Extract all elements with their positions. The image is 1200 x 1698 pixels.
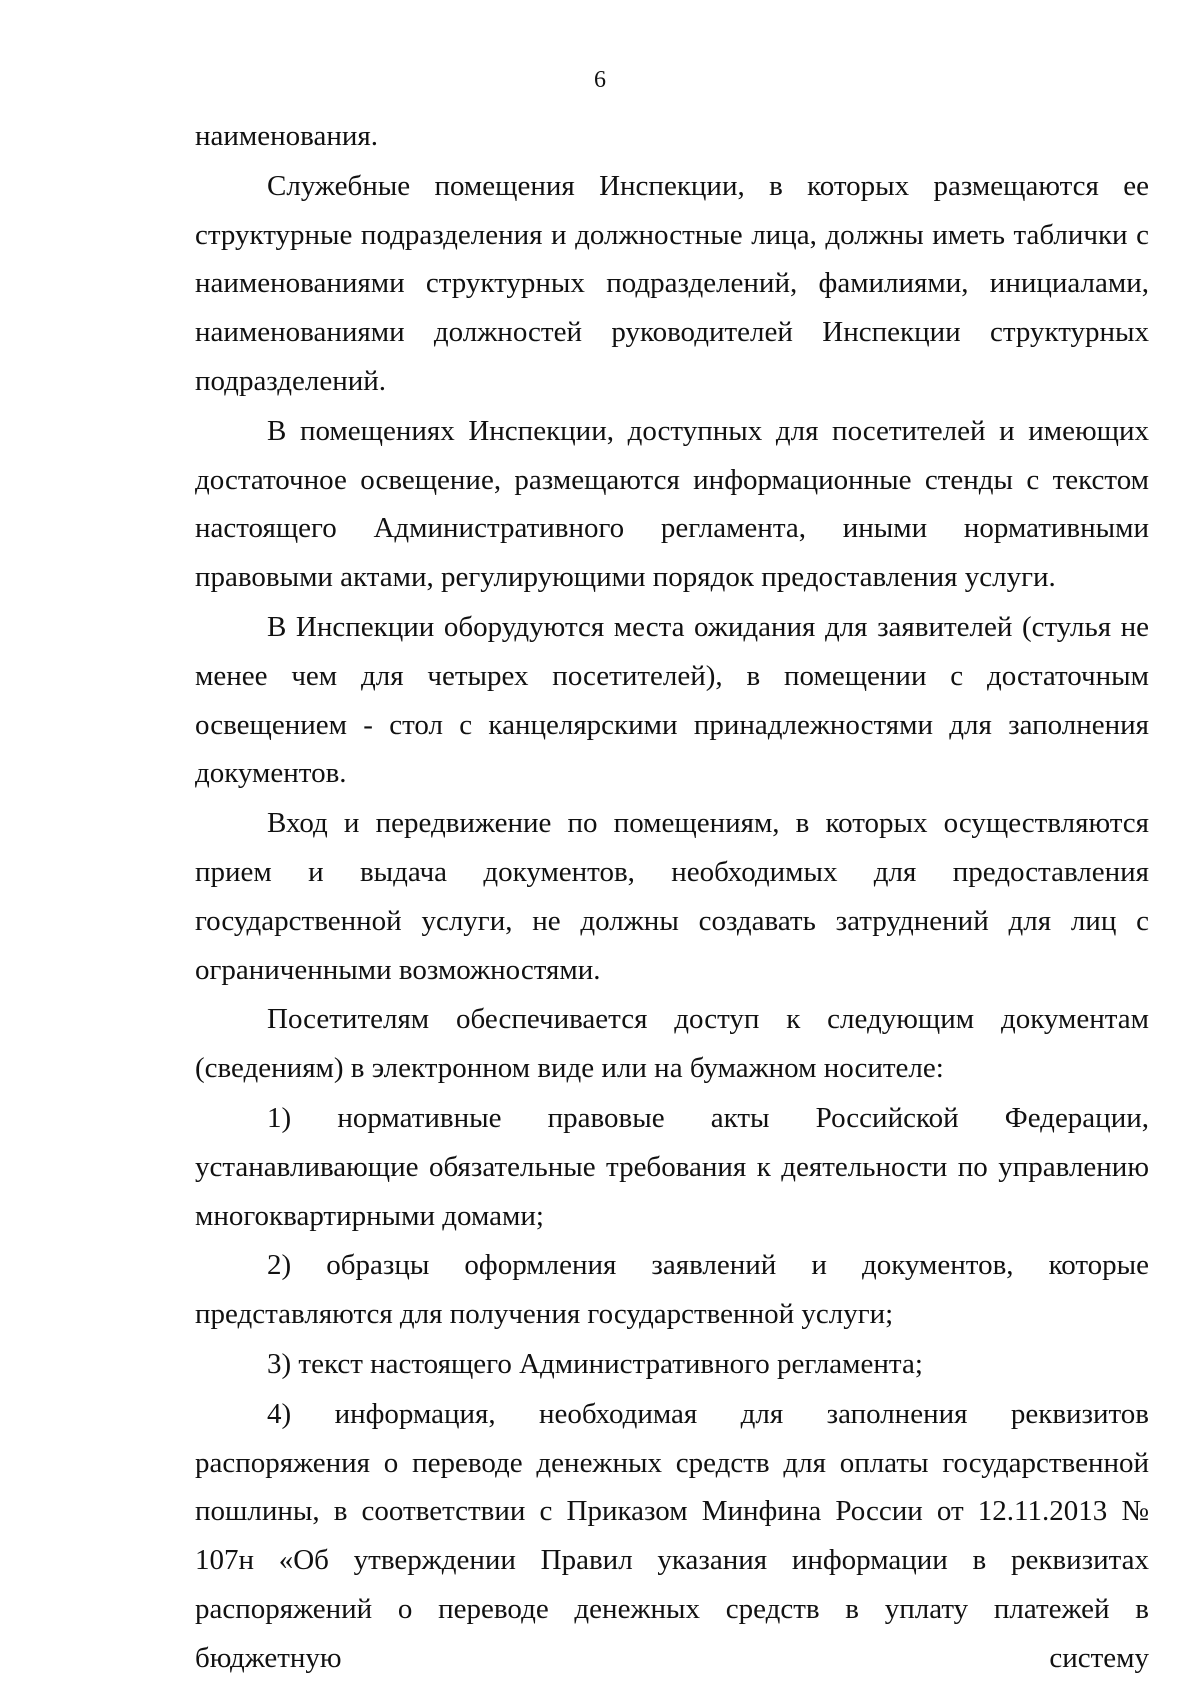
- list-item-4: 4) информация, необходимая для заполнения реквизитов распоряжения о переводе денежных средств для оплаты государственной пошлины, в соответствии с Приказом Минфина России от 12.11.2013 № 107н «Об утверждении Правил указания информации в реквизитах распоряжений о переводе денежных средств в уплату платежей в бюджетную систему: [195, 1397, 1149, 1674]
- list-item-2: 2) образцы оформления заявлений и документов, которые представляются для получения государственной услуги;: [195, 1249, 1149, 1331]
- paragraph-info-stands: В помещениях Инспекции, доступных для посетителей и имеющих достаточное освещение, размещаются информационные стенды с текстом настоящего Административного регламента, иными нормативными правовыми актами, регулирующими порядок предоставления услуги.: [195, 414, 1149, 594]
- paragraph-document-access: Посетителям обеспечивается доступ к следующим документам (сведениям) в электронном виде или на бумажном носителе:: [195, 1003, 1149, 1085]
- document-body: [195, 112, 1149, 1684]
- list-item-1: 1) нормативные правовые акты Российской Федерации, устанавливающие обязательные требования к деятельности по управлению многоквартирными домами;: [195, 1101, 1149, 1232]
- list-item-3: 3) текст настоящего Административного регламента;: [267, 1347, 923, 1380]
- page-number: 6: [594, 67, 606, 93]
- paragraph-office-signs: Служебные помещения Инспекции, в которых размещаются ее структурные подразделения и должностные лица, должны иметь таблички с наименованиями структурных подразделений, фамилиями, инициалами, наименованиями должностей руководителей Инспекции структурных подразделений.: [195, 169, 1149, 397]
- paragraph-waiting-areas: В Инспекции оборудуются места ожидания для заявителей (стулья не менее чем для четырех посетителей), в помещении с достаточным освещением - стол с канцелярскими принадлежностями для заполнения документов.: [195, 610, 1149, 790]
- paragraph-accessibility: Вход и передвижение по помещениям, в которых осуществляются прием и выдача документов, необходимых для предоставления государственной услуги, не должны создавать затруднений для лиц с ограниченными возможностями.: [195, 807, 1149, 986]
- paragraph-continuation: наименования.: [195, 120, 378, 152]
